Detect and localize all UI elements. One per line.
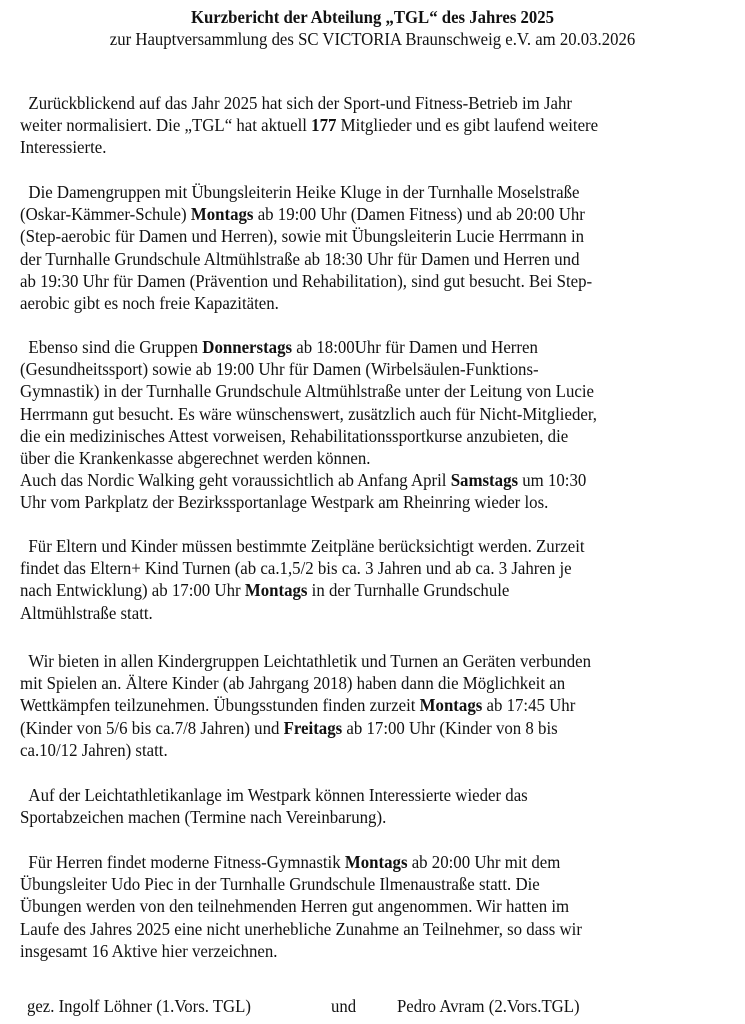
report-title: Kurzbericht der Abteilung „TGL“ des Jahres 2025 <box>190 7 555 27</box>
text-line <box>20 918 693 940</box>
text-segment: Laufe des Jahres 2025 eine nicht unerhebliche Zunahme an Teilnehmer, so dass wir <box>20 918 582 939</box>
text-segment: um 10:30 <box>518 470 587 491</box>
text-line <box>20 650 693 672</box>
text-segment: weiter normalisiert. Die „TGL“ hat aktuell <box>20 115 312 136</box>
emphasized-text: Donnerstags <box>202 337 293 357</box>
text-segment: über die Krankenkasse abgerechnet werden können. <box>20 447 371 468</box>
text-segment: Zurückblickend auf das Jahr 2025 hat sich der Sport-und Fitness-Betrieb im Jahr <box>28 93 573 113</box>
text-segment: Übungsleiter Udo Piec in der Turnhalle Grundschule Ilmenaustraße statt. Die <box>20 874 540 895</box>
text-line <box>20 203 693 225</box>
text-line <box>20 873 693 895</box>
text-line <box>20 602 693 624</box>
text-line <box>20 739 693 761</box>
text-segment: der Turnhalle Grundschule Altmühlstraße ab 18:30 Uhr für Damen und Herren und <box>20 248 580 269</box>
text-segment: insgesamt 16 Aktive hier verzeichnen. <box>20 940 278 961</box>
text-line <box>20 895 693 917</box>
text-segment: Auch das Nordic Walking geht voraussichtlich ab Anfang April <box>20 470 451 491</box>
paragraph-thursday-groups <box>20 336 693 514</box>
text-segment: die ein medizinisches Attest vorweisen, Rehabilitationssportkurse anzubieten, die <box>20 425 569 446</box>
text-segment: Wir bieten in allen Kindergruppen Leichtathletik und Turnen an Geräten verbunden <box>28 651 592 671</box>
text-segment: (Oskar-Kämmer-Schule) <box>20 204 191 225</box>
text-line <box>20 672 693 694</box>
text-line <box>20 403 693 425</box>
text-line <box>20 940 693 962</box>
text-segment: Auf der Leichtathletikanlage im Westpark können Interessierte wieder das <box>28 785 528 805</box>
text-segment: Sportabzeichen machen (Termine nach Vereinbarung). <box>20 807 387 828</box>
text-segment: aerobic gibt es noch freie Kapazitäten. <box>20 292 279 313</box>
text-segment: ab 17:00 Uhr (Kinder von 8 bis <box>342 717 558 738</box>
text-segment: Herrmann gut besucht. Es wäre wünschenswert, zusätzlich auch für Nicht-Mitglieder, <box>20 403 597 424</box>
text-line <box>20 425 693 447</box>
text-segment: (Step-aerobic für Damen und Herren), sowie mit Übungsleiterin Lucie Herrmann in <box>20 226 585 247</box>
emphasized-text: Samstags <box>450 470 519 491</box>
text-line <box>20 447 693 469</box>
text-segment: ab 17:45 Uhr <box>482 695 576 716</box>
text-line <box>20 694 693 716</box>
text-segment: Interessierte. <box>20 137 107 158</box>
text-segment: Wettkämpfen teilzunehmen. Übungsstunden finden zurzeit <box>20 695 420 716</box>
text-line <box>20 270 693 292</box>
text-line <box>20 557 693 579</box>
emphasized-text: Freitags <box>283 717 343 738</box>
emphasized-text: Montags <box>190 204 254 225</box>
text-line <box>20 491 693 513</box>
text-line <box>20 336 693 358</box>
text-segment: ab 19:30 Uhr für Damen (Prävention und Rehabilitation), sind gut besucht. Bei Step- <box>20 270 593 291</box>
signature-second: Pedro Avram (2.Vors.TGL) <box>397 996 580 1016</box>
text-line <box>20 380 693 402</box>
text-segment: Ebenso sind die Gruppen <box>28 337 203 357</box>
text-segment: Gymnastik) in der Turnhalle Grundschule Altmühlstraße unter der Leitung von Lucie <box>20 381 594 402</box>
text-line <box>20 225 693 247</box>
text-segment: (Kinder von 5/6 bis ca.7/8 Jahren) und <box>20 717 284 738</box>
paragraph-children-groups <box>20 650 693 761</box>
text-segment: ca.10/12 Jahren) statt. <box>20 739 168 760</box>
paragraph-sports-badge <box>20 784 693 828</box>
text-line <box>20 248 693 270</box>
text-segment: ab 19:00 Uhr (Damen Fitness) und ab 20:00 Uhr <box>253 204 585 225</box>
emphasized-text: Montags <box>344 852 408 872</box>
text-line <box>20 579 693 601</box>
text-line <box>20 181 693 203</box>
report-subtitle: zur Hauptversammlung des SC VICTORIA Braunschweig e.V. am 20.03.2026 <box>109 29 636 49</box>
text-line <box>20 92 693 114</box>
text-segment: mit Spielen an. Ältere Kinder (ab Jahrgang 2018) haben dann die Möglichkeit an <box>20 673 566 694</box>
text-segment: ab 20:00 Uhr mit dem <box>407 852 561 872</box>
text-segment: Die Damengruppen mit Übungsleiterin Heike Kluge in der Turnhalle Moselstraße <box>28 182 580 202</box>
paragraph-men-fitness <box>20 851 693 962</box>
signature-first: gez. Ingolf Löhner (1.Vors. TGL) <box>27 996 251 1016</box>
text-line <box>20 717 693 739</box>
text-line <box>20 851 693 873</box>
text-segment: findet das Eltern+ Kind Turnen (ab ca.1,5/2 bis ca. 3 Jahren und ab ca. 3 Jahren je <box>20 558 572 579</box>
emphasized-text: Montags <box>419 695 483 716</box>
text-line <box>20 806 693 828</box>
text-segment: Mitglieder und es gibt laufend weitere <box>336 115 599 136</box>
paragraph-women-groups <box>20 181 693 314</box>
text-line <box>20 535 693 557</box>
text-segment: Altmühlstraße statt. <box>20 602 153 623</box>
text-line <box>20 358 693 380</box>
text-segment: (Gesundheitssport) sowie ab 19:00 Uhr für Damen (Wirbelsäulen-Funktions- <box>20 359 539 380</box>
text-segment: Für Eltern und Kinder müssen bestimmte Zeitpläne berücksichtigt werden. Zurzeit <box>28 536 585 556</box>
text-line <box>20 469 693 491</box>
text-segment: Übungen werden von den teilnehmenden Herren gut angenommen. Wir hatten im <box>20 896 570 917</box>
text-line <box>20 136 693 158</box>
emphasized-text: Montags <box>244 580 308 601</box>
text-segment: Für Herren findet moderne Fitness-Gymnastik <box>28 852 345 872</box>
emphasized-text: 177 <box>311 115 337 136</box>
text-line <box>20 292 693 314</box>
text-line <box>20 784 693 806</box>
text-segment: Uhr vom Parkplatz der Bezirkssportanlage Westpark am Rheinring wieder los. <box>20 492 549 513</box>
text-line <box>20 114 693 136</box>
text-segment: nach Entwicklung) ab 17:00 Uhr <box>20 580 245 601</box>
signature-connector: und <box>331 996 357 1016</box>
text-segment: in der Turnhalle Grundschule <box>307 580 510 601</box>
paragraph-membership <box>20 92 693 159</box>
text-segment: ab 18:00Uhr für Damen und Herren <box>292 337 538 357</box>
paragraph-parents-children <box>20 535 693 624</box>
